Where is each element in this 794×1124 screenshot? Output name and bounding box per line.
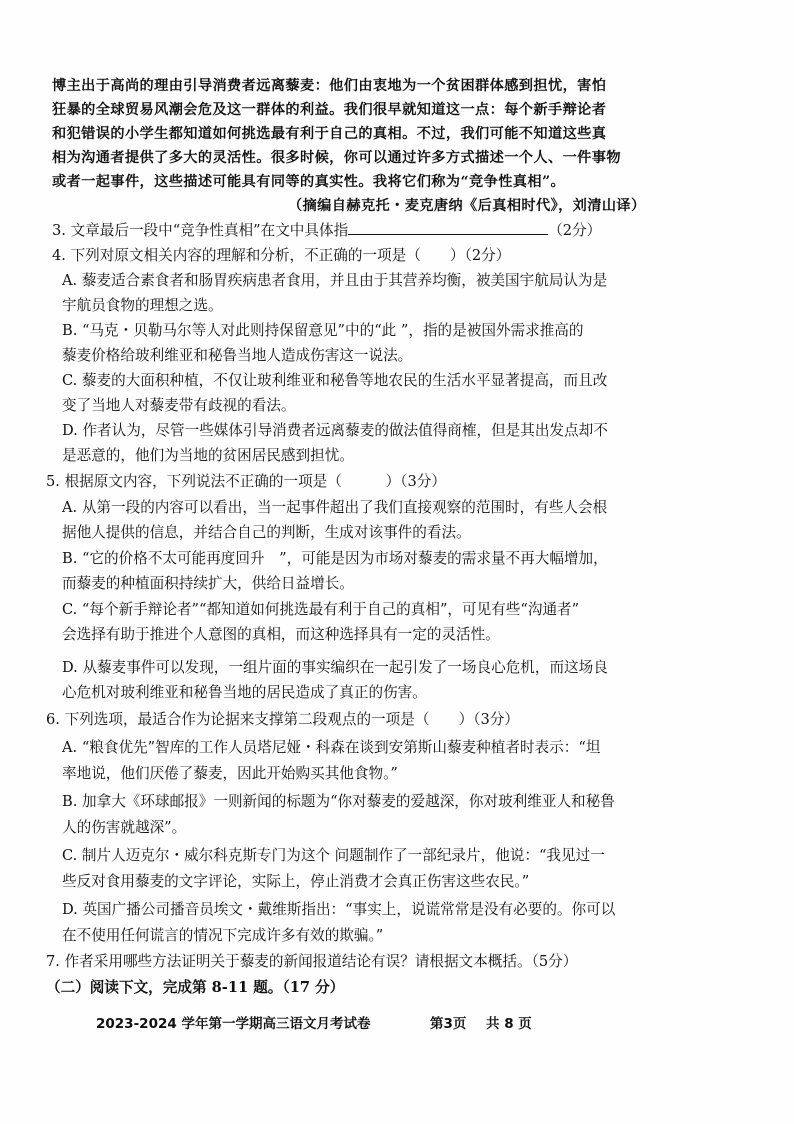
question-3-stem: 3. 文章最后一段中“竞争性真相”在文中具体指 xyxy=(52,222,349,239)
q5-option-d-line2: 心危机对玻利维亚和秘鲁当地的居民造成了真正的伤害。 xyxy=(62,684,427,701)
passage-line-5: 或者一起事件，这些描述可能具有同等的真实性。我将它们称为“竞争性真相”。 xyxy=(52,174,566,190)
question-7-stem: 7. 作者采用哪些方法证明关于藜麦的新闻报道结论有误？请根据文本概括。（5分） xyxy=(46,953,578,970)
q4-option-c-line1: C. 藜麦的大面积种植，不仅让玻利维亚和秘鲁等地农民的生活水平显著提高，而且改 xyxy=(62,372,608,389)
q4-option-b-line1: B. “马克・贝勒马尔等人对此则持保留意见”中的“此 ”，指的是被国外需求推高的 xyxy=(62,322,584,339)
q5-option-b-line2: 而藜麦的种植面积持续扩大，供给日益增长。 xyxy=(62,575,354,592)
q4-option-a-line1: A. 藜麦适合素食者和肠胃疾病患者食用，并且由于其营养均衡，被美国宇航局认为是 xyxy=(62,272,608,289)
section-2-title: （二）阅读下文，完成第 8-11 题。（17 分） xyxy=(46,979,345,996)
q6-option-c-line2: 些反对食用藜麦的文字评论，实际上，停止消费才会真正伤害这些农民。” xyxy=(62,873,530,890)
question-4-stem: 4. 下列对原文相关内容的理解和分析，不正确的一项是（ ）（2分） xyxy=(52,247,511,264)
footer-exam-title: 2023-2024 学年第一学期高三语文月考试卷 xyxy=(96,1016,371,1032)
passage-line-1: 博主出于高尚的理由引导消费者远离藜麦：他们由衷地为一个贫困群体感到担忧，害怕 xyxy=(52,78,607,94)
q6-option-a-line1: A. “粮食优先”智库的工作人员塔尼娅・科森在谈到安第斯山藜麦种植者时表示：“坦 xyxy=(62,739,601,756)
q5-option-d-line1: D. 从藜麦事件可以发现，一组片面的事实编织在一起引发了一场良心危机，而这场良 xyxy=(62,659,608,676)
q4-option-d-line1: D. 作者认为，尽管一些媒体引导消费者远离藜麦的做法值得商榷，但是其出发点却不 xyxy=(62,422,608,439)
question-5-stem: 5. 根据原文内容，下列说法不正确的一项是（ ）（3分） xyxy=(46,473,446,490)
question-3 xyxy=(52,220,601,241)
answer-blank[interactable] xyxy=(348,220,548,235)
q4-option-b-line2: 藜麦价格给玻利维亚和秘鲁当地人造成伤害这一说法。 xyxy=(62,347,413,364)
footer-page-number: 第3页 xyxy=(430,1016,467,1032)
q5-option-c-line2: 会选择有助于推进个人意图的真相，而这种选择具有一定的灵活性。 xyxy=(62,626,500,643)
q6-option-b-line1: B. 加拿大《环球邮报》一则新闻的标题为“你对藜麦的爱越深，你对玻利维亚人和秘鲁 xyxy=(62,793,615,810)
q6-option-b-line2: 人的伤害就越深”。 xyxy=(62,819,187,836)
q5-option-b-line1: B. “它的价格不太可能再度回升 ”，可能是因为市场对藜麦的需求量不再大幅增加， xyxy=(62,550,608,567)
q6-option-a-line2: 率地说，他们厌倦了藜麦，因此开始购买其他食物。” xyxy=(62,765,398,782)
q4-option-d-line2: 是恶意的，他们为当地的贫困居民感到担忧。 xyxy=(62,447,354,464)
question-3-points: （2分） xyxy=(548,222,602,239)
footer-total-pages: 共 8 页 xyxy=(486,1016,532,1032)
q6-option-d-line2: 在不使用任何谎言的情况下完成许多有效的欺骗。” xyxy=(62,927,384,944)
q4-option-c-line2: 变了当地人对藜麦带有歧视的看法。 xyxy=(62,397,296,414)
q5-option-c-line1: C. “每个新手辩论者”“都知道如何挑选最有利于自己的真相”，可见有些“沟通者” xyxy=(62,601,580,618)
passage-line-4: 相为沟通者提供了多大的灵活性。很多时候，你可以通过许多方式描述一个人、一件事物 xyxy=(52,150,621,166)
q4-option-a-line2: 宇航员食物的理想之选。 xyxy=(62,297,223,314)
q6-option-c-line1: C. 制片人迈克尔・威尔科克斯专门为这个 问题制作了一部纪录片，他说：“我见过一 xyxy=(62,847,605,864)
passage-line-3: 和犯错误的小学生都知道如何挑选最有利于自己的真相。不过，我们可能不知道这些真 xyxy=(52,126,607,142)
passage-source: （摘编自赫克托・麦克唐纳《后真相时代》，刘清山译） xyxy=(288,198,646,214)
question-6-stem: 6. 下列选项，最适合作为论据来支撑第二段观点的一项是（ ）（3分） xyxy=(46,711,519,728)
q6-option-d-line1: D. 英国广播公司播音员埃文・戴维斯指出：“事实上，说谎常常是没有必要的。你可以 xyxy=(62,901,616,918)
q5-option-a-line1: A. 从第一段的内容可以看出，当一起事件超出了我们直接观察的范围时，有些人会根 xyxy=(62,499,608,516)
q5-option-a-line2: 据他人提供的信息，并结合自己的判断，生成对该事件的看法。 xyxy=(62,524,471,541)
passage-line-2: 狂暴的全球贸易风潮会危及这一群体的利益。我们很早就知道这一点：每个新手辩论者 xyxy=(52,102,607,118)
